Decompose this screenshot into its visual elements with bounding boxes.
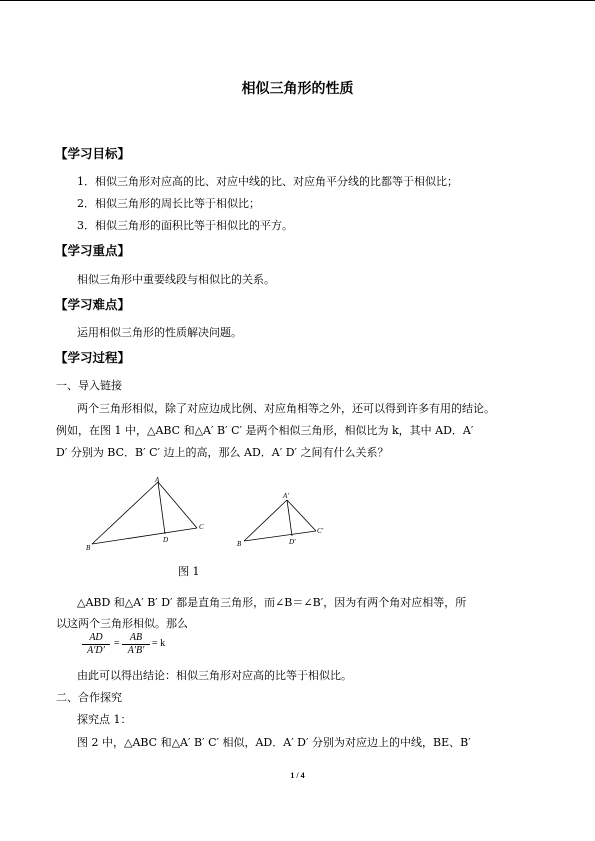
para1-line2: 例如，在图 1 中，△ABC 和△A′ B′ C′ 是两个相似三角形，相似比为 k，其中 AD．A′ [56,424,474,437]
part1-title: 一、导入链接 [56,379,122,392]
objectives-heading: 【学习目标】 [55,146,131,161]
page-number: 1 / 4 [290,771,305,780]
difficulties-heading: 【学习难点】 [55,297,131,312]
objective-item-3: 3．相似三角形的面积比等于相似比的平方。 [77,219,293,232]
big-label-a: A [155,476,160,484]
small-triangle [237,492,324,548]
fraction-ab-denominator: A′B′ [127,645,145,656]
para2-line1: △ABD 和△A′ B′ D′ 都是直角三角形，而∠B＝∠B′，因为有两个角对应相等，所 [77,596,467,609]
figure-1 [80,475,330,555]
part2-title: 二、合作探究 [56,691,122,704]
process-heading: 【学习过程】 [55,350,131,365]
objective-item-2: 2．相似三角形的周长比等于相似比； [77,197,260,210]
formula-equals-1: = [114,638,120,649]
fraction-ad-numerator: AD [82,632,110,645]
objective-item-1: 1．相似三角形对应高的比、对应中线的比、对应角平分线的比都等于相似比； [77,175,458,188]
page-title: 相似三角形的性质 [241,81,354,97]
big-triangle [86,476,204,552]
fraction-ab-numerator: AB [122,632,150,645]
fraction-ab [122,632,150,657]
figure-caption: 图 1 [178,565,200,578]
para3-line1: 图 2 中，△ABC 和△A′ B′ C′ 相似，AD．A′ D′ 分别为对应边上的中线，BE、B′ [77,736,471,749]
fraction-ad-denominator: A′D′ [87,645,105,656]
small-label-d: D′ [289,538,296,546]
para1-line1: 两个三角形相似，除了对应边成比例、对应角相等之外，还可以得到许多有用的结论。 [77,402,495,415]
small-label-b: B [237,540,242,548]
big-label-b: B [86,544,91,552]
big-label-d: D [163,536,169,544]
key-points-text: 相似三角形中重要线段与相似比的关系。 [77,273,275,286]
formula-equals-k: = k [152,638,166,649]
small-label-a: A′ [283,492,289,500]
para1-line3: D′ 分别为 BC．B′ C′ 边上的高，那么 AD．A′ D′ 之间有什么关系？ [56,446,389,459]
big-label-c: C [199,523,204,531]
conclusion-text: 由此可以得出结论：相似三角形对应高的比等于相似比。 [77,669,352,682]
small-label-c: C′ [317,527,324,535]
key-points-heading: 【学习重点】 [55,243,131,258]
para2-line2: 以这两个三角形相似。那么 [56,617,188,630]
fraction-ad [82,632,110,657]
difficulties-text: 运用相似三角形的性质解决问题。 [77,326,242,339]
explore-title: 探究点 1： [77,713,132,726]
top-border-line [0,0,595,1]
